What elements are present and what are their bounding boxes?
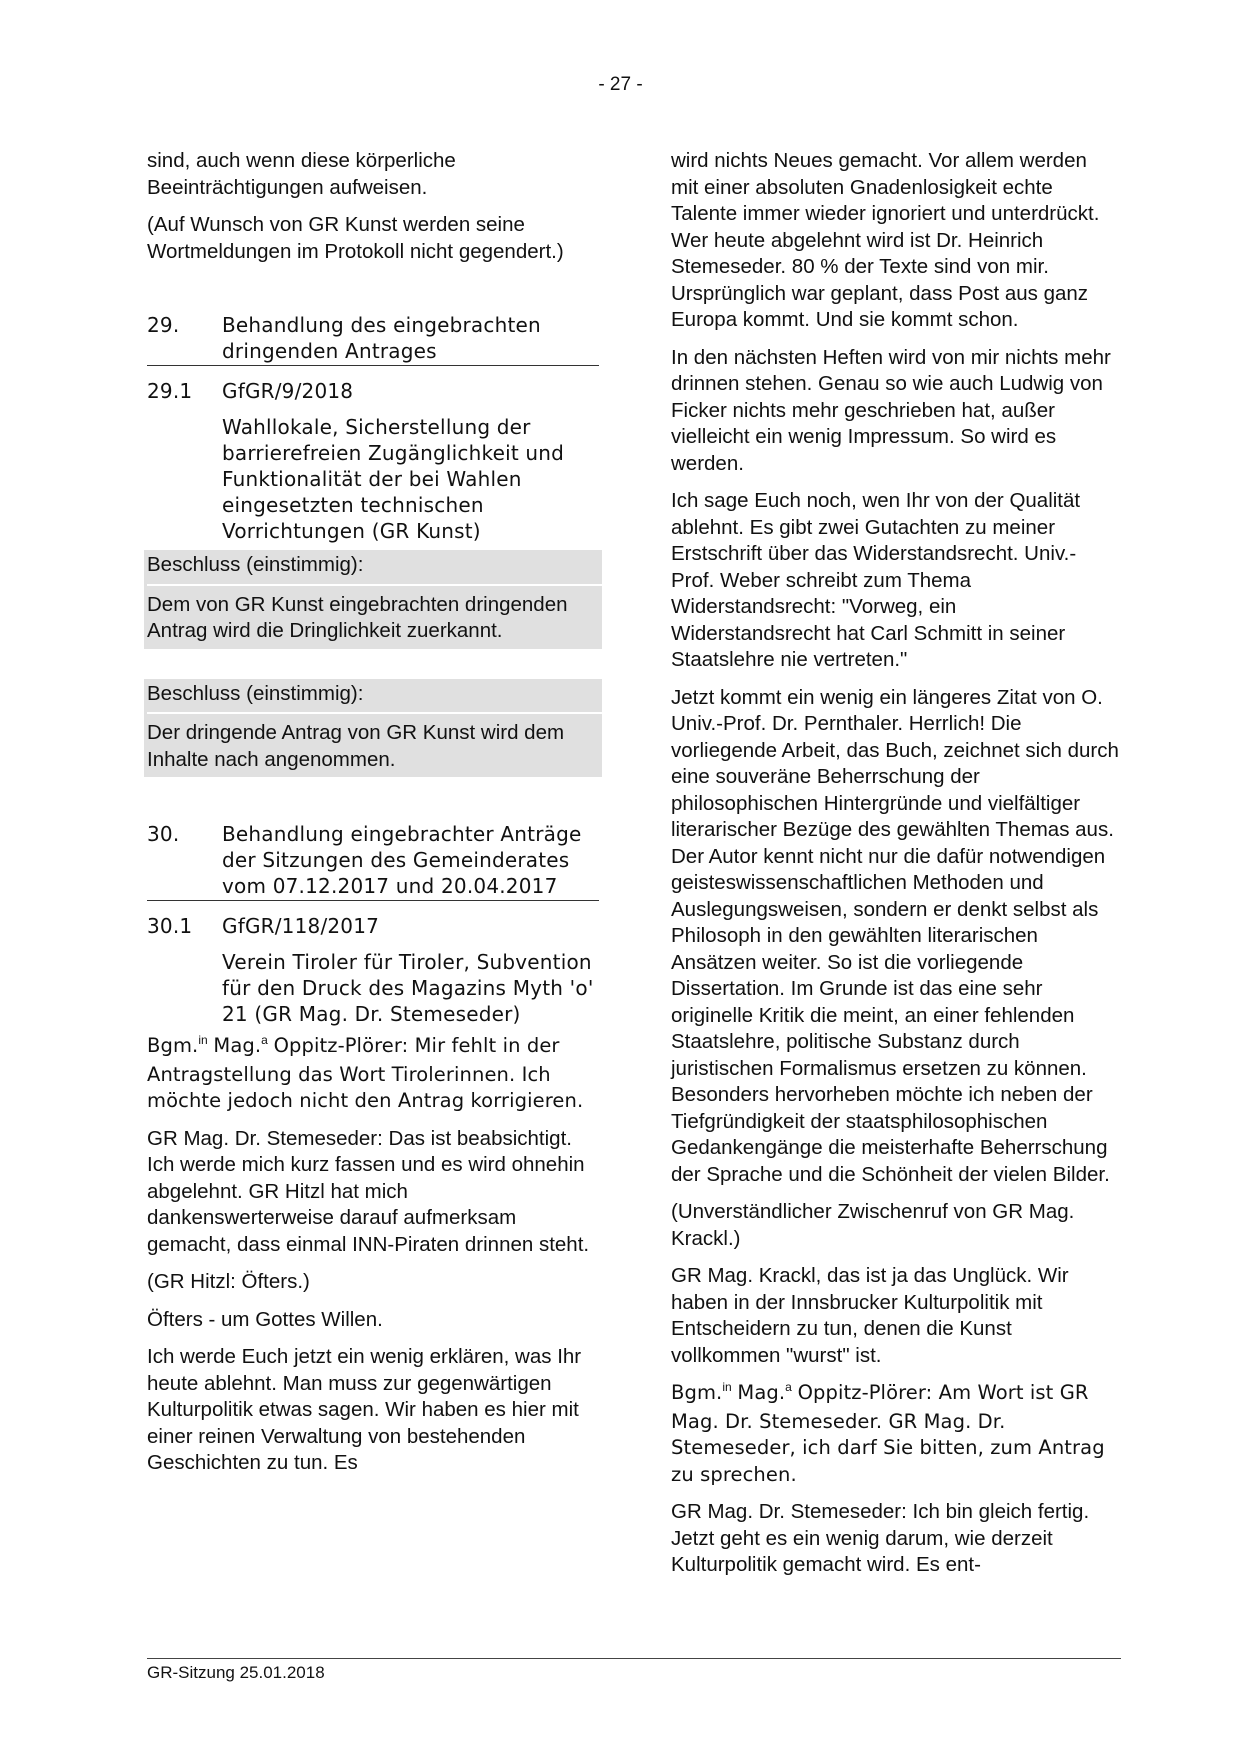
speaker-title: Mag.	[737, 1381, 786, 1404]
speech-text: Oppitz-Plörer: Am Wort ist GR Mag. Dr. Stemeseder. GR Mag. Dr. Stemeseder, ich darf Sie bitten, zum Antrag zu sprechen.	[671, 1381, 1105, 1486]
page-number: - 27 -	[598, 74, 643, 95]
speaker-title: Bgm.	[147, 1034, 199, 1057]
agenda-title: Behandlung des eingebrachten dringenden Antrages	[222, 313, 541, 363]
left-column	[147, 148, 599, 1477]
speaker-title: Bgm.	[671, 1381, 723, 1404]
paragraph: Ich sage Euch noch, wen Ihr von der Qualität ablehnt. Es gibt zwei Gutachten zu meiner Erstschrift über das Widerstandsrecht. Univ.-Prof. Weber schreibt zum Thema Widerstandsrecht: "Vorweg, ein Widerstandsrecht hat Carl Schmitt in seiner Staatslehre nie vertreten."	[671, 489, 1081, 671]
paragraph: In den nächsten Heften wird von mir nichts mehr drinnen stehen. Genau so wie auch Ludwig von Ficker nichts mehr geschrieben hat, außer vielleicht ein wenig Impressum. So wird es werden.	[671, 345, 1111, 475]
decision-text: Dem von GR Kunst eingebrachten dringenden Antrag wird die Dringlichkeit zuerkannt.	[147, 592, 568, 642]
paragraph-speech	[147, 1033, 599, 1115]
agenda-item-29	[147, 312, 599, 366]
footer-divider	[147, 1658, 1121, 1659]
paragraph-interjection: (GR Hitzl: Öfters.)	[147, 1270, 310, 1293]
agenda-number: 30.	[147, 822, 180, 846]
paragraph-speech	[671, 1380, 1119, 1488]
agenda-subtitle: Verein Tiroler für Tiroler, Subvention für den Druck des Magazins Myth 'o' 21 (GR Mag. Dr. Stemeseder)	[222, 950, 594, 1026]
agenda-number: 29.1	[147, 379, 193, 403]
speaker-title: Mag.	[213, 1034, 262, 1057]
paragraph: Ich werde Euch jetzt ein wenig erklären, was Ihr heute ablehnt. Man muss zur gegenwärtigen Kulturpolitik etwas sagen. Wir haben es hier mit einer reinen Verwaltung von bestehenden Geschichten zu tun. Es	[147, 1345, 582, 1474]
agenda-number: 29.	[147, 313, 180, 337]
agenda-title: Behandlung eingebrachter Anträge der Sitzungen des Gemeinderates vom 07.12.2017 und 20.04.2017	[222, 822, 582, 898]
paragraph-note: (Auf Wunsch von GR Kunst werden seine Wortmeldungen im Protokoll nicht gegendert.)	[147, 213, 564, 263]
agenda-code: GfGR/9/2018	[222, 379, 354, 403]
decision-box	[144, 550, 602, 649]
superscript: a	[785, 1380, 792, 1394]
agenda-number: 30.1	[147, 914, 193, 938]
decision-label: Beschluss (einstimmig):	[147, 550, 602, 586]
right-column	[671, 148, 1119, 1579]
paragraph: GR Mag. Krackl, das ist ja das Unglück. Wir haben in der Innsbrucker Kulturpolitik mit Entscheidern zu tun, denen die Kunst vollkommen "wurst" ist.	[671, 1264, 1069, 1367]
agenda-subtitle: Wahllokale, Sicherstellung der barrierefreien Zugänglichkeit und Funktionalität der bei Wahlen eingesetzten technischen Vorrichtungen (GR Kunst)	[222, 415, 565, 543]
superscript: a	[261, 1033, 268, 1047]
agenda-code: GfGR/118/2017	[222, 914, 380, 938]
paragraph: Öfters - um Gottes Willen.	[147, 1307, 383, 1331]
superscript: in	[198, 1033, 208, 1047]
paragraph: Jetzt kommt ein wenig ein längeres Zitat von O. Univ.-Prof. Dr. Pernthaler. Herrlich! Die vorliegende Arbeit, das Buch, zeichnet sich durch eine souveräne Beherrschung der philosophischen Hintergründe und vielfältiger literarischer Bezüge des gewählten Themas aus. Der Autor kennt nicht nur die dafür notwendigen geisteswissenschaftlichen Methoden und Auslegungsweisen, sondern er denkt selbst als Philosoph in den gewählten literarischen Ansätzen weiter. So ist die vorliegende Dissertation. Im Grunde ist das eine sehr originelle Kritik die meint, an einer fehlenden Staatslehre, politische Substanz durch juristischen Formalismus ersetzen zu können. Besonders hervorheben möchte ich neben der Tiefgründigkeit der staatsphilosophischen Gedankengänge die meisterhafte Beherrschung der Sprache und die Schönheit der vielen Bilder.	[671, 685, 1119, 1186]
decision-text: Der dringende Antrag von GR Kunst wird dem Inhalte nach angenommen.	[147, 721, 565, 771]
agenda-item-30	[147, 821, 599, 901]
decision-label: Beschluss (einstimmig):	[147, 679, 602, 715]
speech-text: Oppitz-Plörer: Mir fehlt in der Antragstellung das Wort Tirolerinnen. Ich möchte jedoch nicht den Antrag korrigieren.	[147, 1034, 584, 1112]
paragraph: sind, auch wenn diese körperliche Beeinträchtigungen aufweisen.	[147, 149, 456, 199]
superscript: in	[722, 1380, 732, 1394]
footer-text: GR-Sitzung 25.01.2018	[147, 1663, 325, 1682]
agenda-item-30-1	[147, 913, 599, 939]
paragraph-speech: GR Mag. Dr. Stemeseder: Ich bin gleich fertig. Jetzt geht es ein wenig darum, wie derzeit Kulturpolitik gemacht wird. Es ent-	[671, 1500, 1090, 1576]
paragraph-speech: GR Mag. Dr. Stemeseder: Das ist beabsichtigt. Ich werde mich kurz fassen und es wird ohnehin abgelehnt. GR Hitzl hat mich dankenswerterweise darauf aufmerksam gemacht, dass einmal INN-Piraten drinnen steht.	[147, 1126, 590, 1256]
paragraph-interjection: (Unverständlicher Zwischenruf von GR Mag. Krackl.)	[671, 1200, 1075, 1250]
paragraph: wird nichts Neues gemacht. Vor allem werden mit einer absoluten Gnadenlosigkeit echte Talente immer wieder ignoriert und unterdrückt. Wer heute abgelehnt wird ist Dr. Heinrich Stemeseder. 80 % der Texte sind von mir. Ursprünglich war geplant, dass Post aus ganz Europa kommt. Und sie kommt schon.	[671, 149, 1100, 331]
agenda-item-29-1	[147, 378, 599, 404]
decision-box	[144, 679, 602, 778]
